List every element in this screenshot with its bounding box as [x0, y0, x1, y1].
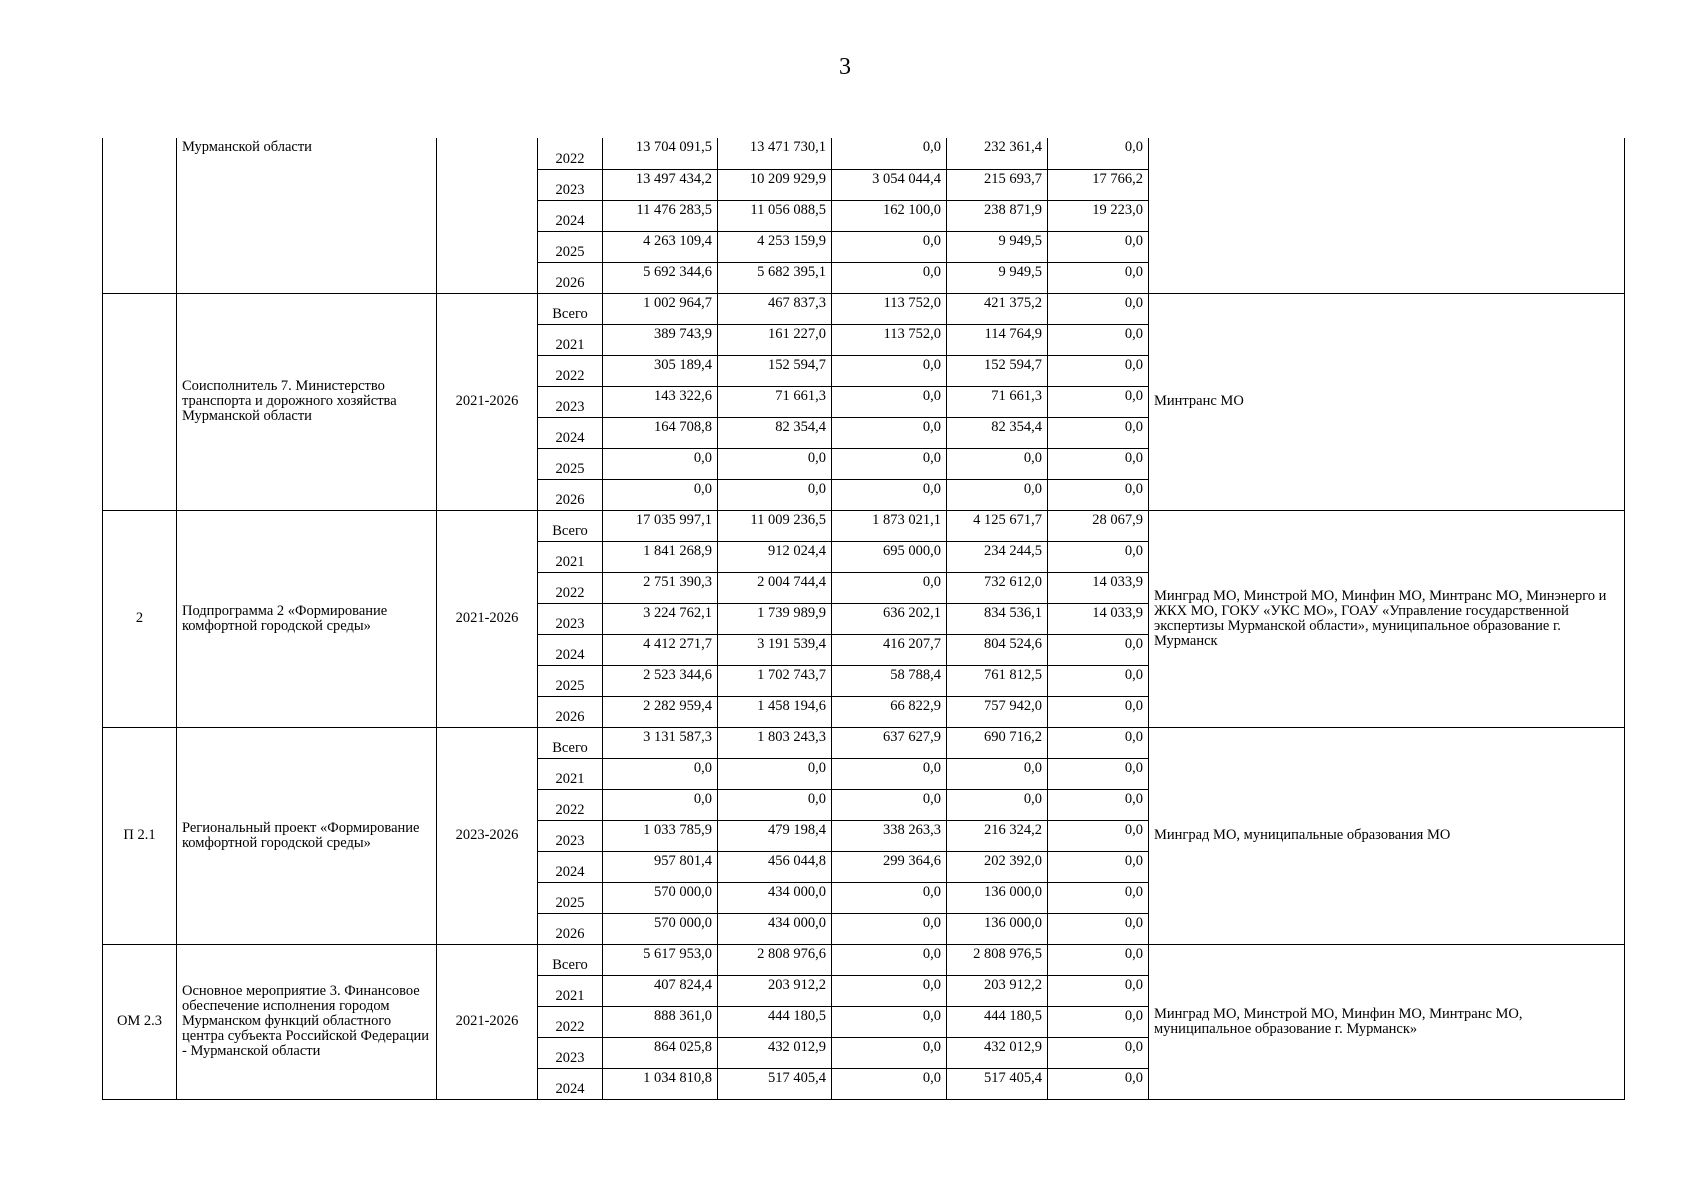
year-cell: 2022: [538, 789, 603, 820]
year-cell: 2024: [538, 417, 603, 448]
year-cell: 2023: [538, 1037, 603, 1068]
row-name: Соисполнитель 7. Министерство транспорта и дорожного хозяйства Мурманской области: [177, 293, 437, 510]
amount-cell: 113 752,0: [832, 293, 947, 324]
amount-cell: 0,0: [1048, 1068, 1149, 1099]
amount-cell: 10 209 929,9: [718, 169, 832, 200]
amount-cell: 14 033,9: [1048, 572, 1149, 603]
amount-cell: 432 012,9: [718, 1037, 832, 1068]
amount-cell: 0,0: [1048, 417, 1149, 448]
amount-cell: 0,0: [832, 1006, 947, 1037]
amount-cell: 13 704 091,5: [603, 138, 718, 169]
amount-cell: 0,0: [832, 138, 947, 169]
year-cell: 2023: [538, 169, 603, 200]
amount-cell: 0,0: [1048, 975, 1149, 1006]
amount-cell: 570 000,0: [603, 882, 718, 913]
amount-cell: 2 808 976,6: [718, 944, 832, 975]
amount-cell: 19 223,0: [1048, 200, 1149, 231]
page-number: 3: [839, 54, 851, 80]
amount-cell: 4 125 671,7: [947, 510, 1048, 541]
table-row: [103, 727, 1625, 758]
year-cell: 2025: [538, 665, 603, 696]
amount-cell: 834 536,1: [947, 603, 1048, 634]
amount-cell: 5 682 395,1: [718, 262, 832, 293]
amount-cell: 71 661,3: [947, 386, 1048, 417]
amount-cell: 0,0: [832, 386, 947, 417]
amount-cell: 4 253 159,9: [718, 231, 832, 262]
amount-cell: 0,0: [603, 479, 718, 510]
amount-cell: 570 000,0: [603, 913, 718, 944]
amount-cell: 0,0: [1048, 727, 1149, 758]
amount-cell: 434 000,0: [718, 913, 832, 944]
row-period: 2021-2026: [437, 293, 538, 510]
amount-cell: 232 361,4: [947, 138, 1048, 169]
amount-cell: 238 871,9: [947, 200, 1048, 231]
row-code: ОМ 2.3: [103, 944, 177, 1099]
amount-cell: 0,0: [832, 479, 947, 510]
amount-cell: 0,0: [1048, 944, 1149, 975]
amount-cell: 517 405,4: [947, 1068, 1048, 1099]
amount-cell: 152 594,7: [718, 355, 832, 386]
year-cell: 2026: [538, 913, 603, 944]
amount-cell: 5 692 344,6: [603, 262, 718, 293]
amount-cell: 0,0: [1048, 138, 1149, 169]
year-cell: 2021: [538, 975, 603, 1006]
amount-cell: 888 361,0: [603, 1006, 718, 1037]
amount-cell: 456 044,8: [718, 851, 832, 882]
row-executor: Минтранс МО: [1149, 293, 1625, 510]
amount-cell: 0,0: [1048, 479, 1149, 510]
amount-cell: 0,0: [1048, 355, 1149, 386]
amount-cell: 517 405,4: [718, 1068, 832, 1099]
year-cell: 2025: [538, 882, 603, 913]
year-cell: 2021: [538, 324, 603, 355]
year-cell: Всего: [538, 510, 603, 541]
amount-cell: 432 012,9: [947, 1037, 1048, 1068]
amount-cell: 9 949,5: [947, 262, 1048, 293]
amount-cell: 444 180,5: [947, 1006, 1048, 1037]
amount-cell: 0,0: [947, 479, 1048, 510]
row-name: Основное мероприятие 3. Финансовое обеспечение исполнения городом Мурманском функций областного центра субъекта Российской Федерации - Мурманской области: [177, 944, 437, 1099]
amount-cell: 0,0: [1048, 789, 1149, 820]
amount-cell: 11 009 236,5: [718, 510, 832, 541]
year-cell: 2021: [538, 758, 603, 789]
amount-cell: 162 100,0: [832, 200, 947, 231]
amount-cell: 152 594,7: [947, 355, 1048, 386]
amount-cell: 13 497 434,2: [603, 169, 718, 200]
amount-cell: 0,0: [718, 479, 832, 510]
amount-cell: 0,0: [832, 262, 947, 293]
amount-cell: 957 801,4: [603, 851, 718, 882]
amount-cell: 467 837,3: [718, 293, 832, 324]
amount-cell: 407 824,4: [603, 975, 718, 1006]
amount-cell: 0,0: [1048, 913, 1149, 944]
amount-cell: 0,0: [718, 789, 832, 820]
row-executor: Минград МО, муниципальные образования МО: [1149, 727, 1625, 944]
amount-cell: 421 375,2: [947, 293, 1048, 324]
amount-cell: 338 263,3: [832, 820, 947, 851]
amount-cell: 1 033 785,9: [603, 820, 718, 851]
amount-cell: 0,0: [1048, 541, 1149, 572]
year-cell: 2022: [538, 1006, 603, 1037]
year-cell: 2024: [538, 1068, 603, 1099]
amount-cell: 0,0: [1048, 262, 1149, 293]
amount-cell: 0,0: [832, 975, 947, 1006]
year-cell: 2025: [538, 231, 603, 262]
year-cell: 2023: [538, 603, 603, 634]
year-cell: 2026: [538, 696, 603, 727]
amount-cell: 17 035 997,1: [603, 510, 718, 541]
table-row: [103, 944, 1625, 975]
amount-cell: 164 708,8: [603, 417, 718, 448]
amount-cell: 0,0: [1048, 231, 1149, 262]
amount-cell: 4 412 271,7: [603, 634, 718, 665]
amount-cell: 114 764,9: [947, 324, 1048, 355]
amount-cell: 1 702 743,7: [718, 665, 832, 696]
amount-cell: 203 912,2: [718, 975, 832, 1006]
row-code: П 2.1: [103, 727, 177, 944]
amount-cell: 28 067,9: [1048, 510, 1149, 541]
amount-cell: 0,0: [718, 758, 832, 789]
amount-cell: 9 949,5: [947, 231, 1048, 262]
amount-cell: 0,0: [832, 1037, 947, 1068]
amount-cell: 2 282 959,4: [603, 696, 718, 727]
amount-cell: 136 000,0: [947, 913, 1048, 944]
amount-cell: 0,0: [832, 448, 947, 479]
amount-cell: 202 392,0: [947, 851, 1048, 882]
year-cell: Всего: [538, 727, 603, 758]
amount-cell: 0,0: [832, 231, 947, 262]
year-cell: Всего: [538, 944, 603, 975]
row-period: 2021-2026: [437, 944, 538, 1099]
amount-cell: 0,0: [1048, 665, 1149, 696]
year-cell: 2024: [538, 634, 603, 665]
amount-cell: 1 739 989,9: [718, 603, 832, 634]
amount-cell: 5 617 953,0: [603, 944, 718, 975]
amount-cell: 305 189,4: [603, 355, 718, 386]
amount-cell: 1 458 194,6: [718, 696, 832, 727]
amount-cell: 0,0: [718, 448, 832, 479]
amount-cell: 0,0: [603, 789, 718, 820]
amount-cell: 0,0: [832, 572, 947, 603]
row-executor: Минград МО, Минстрой МО, Минфин МО, Минтранс МО, Минэнерго и ЖКХ МО, ГОКУ «УКС МО», ГОАУ «Управление государственной экспертизы Мурманской области», муниципальное образование г. Мурманск: [1149, 510, 1625, 727]
amount-cell: 0,0: [832, 913, 947, 944]
year-cell: Всего: [538, 293, 603, 324]
year-cell: 2022: [538, 138, 603, 169]
amount-cell: 912 024,4: [718, 541, 832, 572]
amount-cell: 444 180,5: [718, 1006, 832, 1037]
amount-cell: 2 808 976,5: [947, 944, 1048, 975]
amount-cell: 234 244,5: [947, 541, 1048, 572]
row-period: 2023-2026: [437, 727, 538, 944]
amount-cell: 1 841 268,9: [603, 541, 718, 572]
amount-cell: 757 942,0: [947, 696, 1048, 727]
amount-cell: 761 812,5: [947, 665, 1048, 696]
amount-cell: 71 661,3: [718, 386, 832, 417]
amount-cell: 0,0: [832, 417, 947, 448]
row-code: [103, 293, 177, 510]
amount-cell: 58 788,4: [832, 665, 947, 696]
year-cell: 2026: [538, 479, 603, 510]
amount-cell: 3 224 762,1: [603, 603, 718, 634]
amount-cell: 0,0: [832, 355, 947, 386]
year-cell: 2024: [538, 851, 603, 882]
amount-cell: 1 034 810,8: [603, 1068, 718, 1099]
amount-cell: 637 627,9: [832, 727, 947, 758]
amount-cell: 0,0: [832, 789, 947, 820]
amount-cell: 434 000,0: [718, 882, 832, 913]
table-row: [103, 138, 1625, 169]
row-executor: [1149, 138, 1625, 293]
amount-cell: 203 912,2: [947, 975, 1048, 1006]
budget-table-body: [103, 138, 1625, 1099]
amount-cell: 732 612,0: [947, 572, 1048, 603]
amount-cell: 0,0: [1048, 448, 1149, 479]
row-name: Подпрограмма 2 «Формирование комфортной городской среды»: [177, 510, 437, 727]
amount-cell: 0,0: [1048, 634, 1149, 665]
year-cell: 2025: [538, 448, 603, 479]
amount-cell: 804 524,6: [947, 634, 1048, 665]
year-cell: 2022: [538, 572, 603, 603]
year-cell: 2023: [538, 820, 603, 851]
amount-cell: 0,0: [947, 758, 1048, 789]
amount-cell: 0,0: [1048, 386, 1149, 417]
row-name: Мурманской области: [177, 138, 437, 293]
amount-cell: 161 227,0: [718, 324, 832, 355]
amount-cell: 14 033,9: [1048, 603, 1149, 634]
amount-cell: 3 054 044,4: [832, 169, 947, 200]
amount-cell: 0,0: [1048, 1006, 1149, 1037]
amount-cell: 2 004 744,4: [718, 572, 832, 603]
year-cell: 2021: [538, 541, 603, 572]
amount-cell: 695 000,0: [832, 541, 947, 572]
amount-cell: 0,0: [1048, 1037, 1149, 1068]
amount-cell: 1 002 964,7: [603, 293, 718, 324]
amount-cell: 0,0: [832, 1068, 947, 1099]
amount-cell: 0,0: [1048, 851, 1149, 882]
amount-cell: 0,0: [832, 882, 947, 913]
amount-cell: 13 471 730,1: [718, 138, 832, 169]
amount-cell: 3 191 539,4: [718, 634, 832, 665]
amount-cell: 136 000,0: [947, 882, 1048, 913]
row-period: 2021-2026: [437, 510, 538, 727]
amount-cell: 82 354,4: [718, 417, 832, 448]
amount-cell: 0,0: [1048, 324, 1149, 355]
amount-cell: 66 822,9: [832, 696, 947, 727]
amount-cell: 636 202,1: [832, 603, 947, 634]
amount-cell: 216 324,2: [947, 820, 1048, 851]
amount-cell: 690 716,2: [947, 727, 1048, 758]
amount-cell: 2 751 390,3: [603, 572, 718, 603]
year-cell: 2026: [538, 262, 603, 293]
amount-cell: 0,0: [603, 758, 718, 789]
amount-cell: 11 476 283,5: [603, 200, 718, 231]
amount-cell: 0,0: [832, 758, 947, 789]
amount-cell: 113 752,0: [832, 324, 947, 355]
amount-cell: 2 523 344,6: [603, 665, 718, 696]
amount-cell: 0,0: [1048, 696, 1149, 727]
amount-cell: 0,0: [1048, 820, 1149, 851]
amount-cell: 0,0: [603, 448, 718, 479]
year-cell: 2024: [538, 200, 603, 231]
amount-cell: 4 263 109,4: [603, 231, 718, 262]
row-name: Региональный проект «Формирование комфортной городской среды»: [177, 727, 437, 944]
amount-cell: 215 693,7: [947, 169, 1048, 200]
amount-cell: 3 131 587,3: [603, 727, 718, 758]
amount-cell: 416 207,7: [832, 634, 947, 665]
amount-cell: 0,0: [947, 448, 1048, 479]
amount-cell: 389 743,9: [603, 324, 718, 355]
table-row: [103, 293, 1625, 324]
budget-table: [102, 138, 1625, 1100]
amount-cell: 299 364,6: [832, 851, 947, 882]
year-cell: 2022: [538, 355, 603, 386]
year-cell: 2023: [538, 386, 603, 417]
amount-cell: 0,0: [1048, 293, 1149, 324]
amount-cell: 0,0: [947, 789, 1048, 820]
amount-cell: 11 056 088,5: [718, 200, 832, 231]
amount-cell: 0,0: [1048, 758, 1149, 789]
row-executor: Минград МО, Минстрой МО, Минфин МО, Минтранс МО, муниципальное образование г. Мурманск»: [1149, 944, 1625, 1099]
amount-cell: 1 803 243,3: [718, 727, 832, 758]
row-code: 2: [103, 510, 177, 727]
amount-cell: 0,0: [832, 944, 947, 975]
amount-cell: 1 873 021,1: [832, 510, 947, 541]
table-row: [103, 510, 1625, 541]
amount-cell: 0,0: [1048, 882, 1149, 913]
amount-cell: 82 354,4: [947, 417, 1048, 448]
amount-cell: 143 322,6: [603, 386, 718, 417]
row-code: [103, 138, 177, 293]
amount-cell: 864 025,8: [603, 1037, 718, 1068]
amount-cell: 479 198,4: [718, 820, 832, 851]
row-period: [437, 138, 538, 293]
amount-cell: 17 766,2: [1048, 169, 1149, 200]
